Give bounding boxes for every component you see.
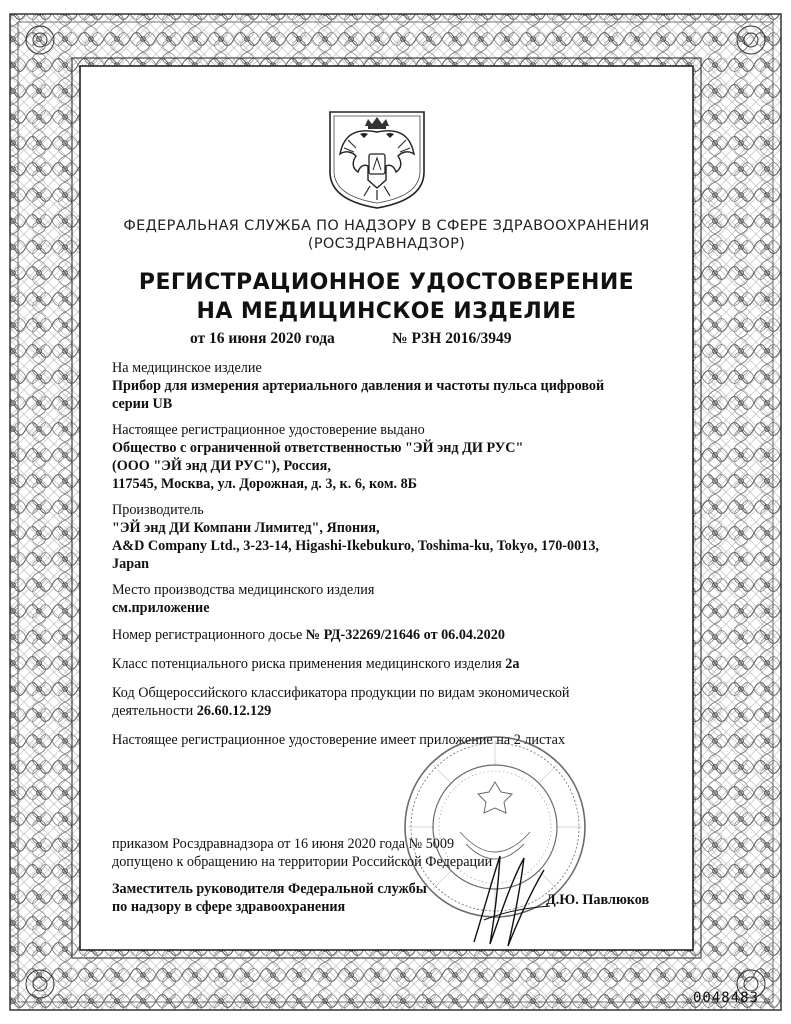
issue-date: от 16 июня 2020 года — [190, 330, 335, 347]
holder-address: 117545, Москва, ул. Дорожная, д. 3, к. 6, ком. 8Б — [112, 476, 418, 492]
agency-name: ФЕДЕРАЛЬНАЯ СЛУЖБА ПО НАДЗОРУ В СФЕРЕ ЗДРАВООХРАНЕНИЯ — [123, 218, 650, 234]
admission-statement: допущено к обращению на территории Российской Федерации — [112, 854, 493, 870]
holder-abbrev: (ООО "ЭЙ энд ДИ РУС"), Россия, — [112, 458, 331, 474]
manufacturer-name: "ЭЙ энд ДИ Компани Лимитед", Япония, — [112, 520, 380, 536]
device-label: На медицинское изделие — [112, 360, 262, 376]
dossier-value: № РД-32269/21646 от 06.04.2020 — [305, 627, 505, 643]
device-name: Прибор для измерения артериального давления и частоты пульса цифровой — [112, 378, 605, 394]
production-value: см.приложение — [112, 600, 210, 616]
risk-class-label: Класс потенциального риска применения медицинского изделия — [112, 656, 502, 672]
production-label: Место производства медицинского изделия — [112, 582, 375, 598]
document-subtitle: НА МЕДИЦИНСКОЕ ИЗДЕЛИЕ — [196, 299, 577, 324]
okp-label: Код Общероссийского классификатора продукции по видам экономической — [112, 685, 570, 701]
risk-class-line — [112, 656, 519, 673]
manufacturer-address: A&D Company Ltd., 3-23-14, Higashi-Ikebukuro, Toshima-ku, Tokyo, 170-0013, — [112, 538, 599, 554]
okp-label-cont: деятельности — [112, 703, 194, 719]
device-name-cont: серии UB — [112, 396, 173, 412]
registration-number: № РЗН 2016/3949 — [392, 330, 512, 347]
risk-class-value: 2а — [505, 656, 520, 672]
signatory-name: Д.Ю. Павлюков — [546, 892, 650, 908]
holder-name: Общество с ограниченной ответственностью "ЭЙ энд ДИ РУС" — [112, 440, 524, 456]
holder-label: Настоящее регистрационное удостоверение выдано — [112, 422, 425, 438]
signatory-title-cont: по надзору в сфере здравоохранения — [112, 899, 346, 915]
document-title: РЕГИСТРАЦИОННОЕ УДОСТОВЕРЕНИЕ — [138, 270, 635, 295]
order-reference: приказом Росздравнадзора от 16 июня 2020 года № 5009 — [112, 836, 455, 852]
manufacturer-label: Производитель — [112, 502, 204, 518]
appendix-note: Настоящее регистрационное удостоверение имеет приложение на 2 листах — [112, 732, 566, 748]
handwritten-signature — [454, 850, 564, 950]
russian-coat-of-arms-icon — [326, 110, 428, 210]
okp-code: 26.60.12.129 — [196, 703, 272, 719]
okp-line — [112, 703, 271, 720]
manufacturer-country: Japan — [112, 556, 150, 572]
dossier-label: Номер регистрационного досье — [112, 627, 303, 643]
agency-abbreviation: (РОСЗДРАВНАДЗОР) — [307, 236, 466, 252]
signatory-title: Заместитель руководителя Федеральной службы — [112, 881, 427, 897]
serial-number: 0048483 — [693, 990, 760, 1006]
dossier-line — [112, 627, 505, 644]
certificate-body — [82, 68, 760, 1006]
